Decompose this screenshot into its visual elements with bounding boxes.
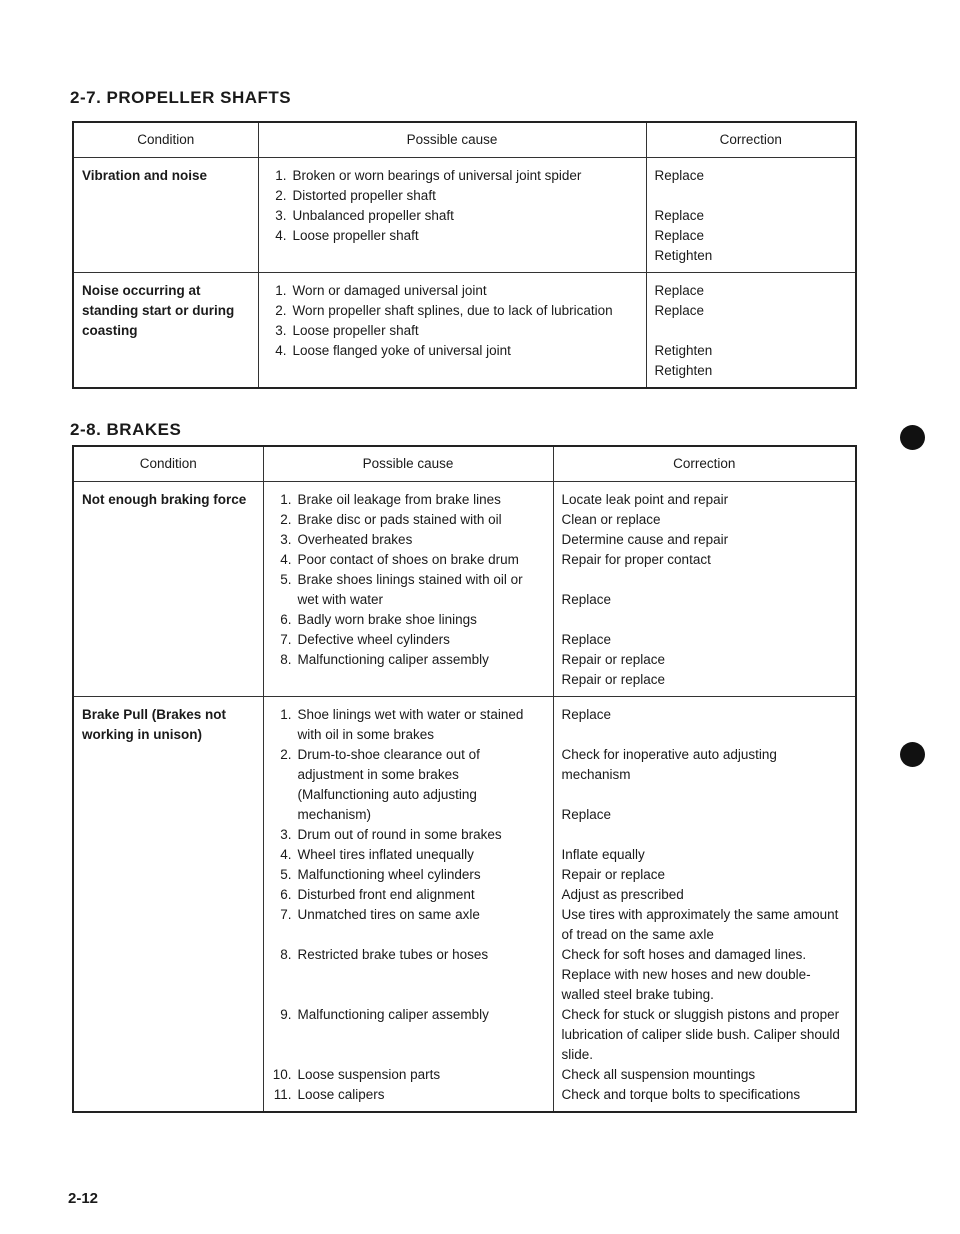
cause-item: 6. Disturbed front end alignment (280, 887, 475, 902)
cause-item: 5. Brake shoes linings stained with oil or wet with water (280, 572, 523, 607)
cause-item: 2. Distorted propeller shaft (275, 188, 436, 203)
cause-item: 10. Loose suspension parts (272, 1067, 441, 1082)
page-number: 2-12 (68, 1190, 99, 1207)
correction-item: Replace (654, 228, 705, 243)
header-correction: Correction (553, 446, 856, 482)
punch-hole-dot (900, 742, 925, 767)
correction-item: Retighten (654, 363, 713, 378)
cause-item: 11. Loose calipers (273, 1087, 385, 1102)
causes-cell (263, 697, 553, 1113)
cause-item: 8. Malfunctioning caliper assembly (280, 652, 489, 667)
corrections-cell (646, 273, 856, 389)
cause-item: 4. Wheel tires inflated unequally (280, 847, 474, 862)
correction-item: Retighten (654, 343, 713, 358)
cause-item: 4. Poor contact of shoes on brake drum (280, 552, 519, 567)
cause-item: 1. Brake oil leakage from brake lines (280, 492, 501, 507)
correction-item: Replace (654, 303, 705, 318)
header-condition: Condition (73, 446, 263, 482)
correction-item: Replace (561, 807, 612, 822)
correction-item: Check for stuck or sluggish pistons and proper lubrication of caliper slide bush. Caliper should slide. (561, 1007, 840, 1062)
cause-item: 1. Shoe linings wet with water or stained with oil in some brakes (280, 707, 524, 742)
cause-item: 6. Badly worn brake shoe linings (280, 612, 477, 627)
condition-cell: Noise occurring at standing start or during coasting (73, 273, 258, 389)
cause-item: 9. Malfunctioning caliper assembly (280, 1007, 489, 1022)
cause-item: 1. Worn or damaged universal joint (275, 283, 487, 298)
cause-item: 2. Worn propeller shaft splines, due to lack of lubrication (275, 303, 613, 318)
table-row (73, 482, 856, 697)
corrections-cell (646, 158, 856, 273)
condition-cell: Brake Pull (Brakes not working in unison) (73, 697, 263, 1113)
correction-item: Check all suspension mountings (561, 1067, 756, 1082)
correction-item: Replace (561, 592, 612, 607)
corrections-cell (553, 482, 856, 697)
table-row (73, 273, 856, 389)
cause-item: 4. Loose propeller shaft (275, 228, 419, 243)
correction-item: Repair or replace (561, 652, 666, 667)
cause-item: 7. Defective wheel cylinders (280, 632, 450, 647)
correction-item: Check for soft hoses and damaged lines. Replace with new hoses and new double-walled steel brake tubing. (561, 947, 811, 1002)
table-row (73, 697, 856, 1113)
cause-item: 3. Drum out of round in some brakes (280, 827, 502, 842)
correction-item: Check for inoperative auto adjusting mechanism (561, 747, 777, 782)
causes-cell (263, 482, 553, 697)
correction-item: Retighten (654, 248, 713, 263)
header-possible-cause: Possible cause (263, 446, 553, 482)
correction-item: Check and torque bolts to specifications (561, 1087, 801, 1102)
cause-item: 7. Unmatched tires on same axle (280, 907, 480, 922)
correction-item: Replace (654, 168, 705, 183)
cause-item: 4. Loose flanged yoke of universal joint (275, 343, 511, 358)
condition-cell: Not enough braking force (82, 492, 247, 507)
cause-item: 5. Malfunctioning wheel cylinders (280, 867, 481, 882)
correction-item: Locate leak point and repair (561, 492, 729, 507)
cause-item: 2. Brake disc or pads stained with oil (280, 512, 502, 527)
propeller-shafts-table (72, 121, 857, 389)
correction-item: Replace (561, 632, 612, 647)
correction-item: Use tires with approximately the same amount of tread on the same axle (561, 907, 839, 942)
correction-item: Determine cause and repair (561, 532, 729, 547)
correction-item: Adjust as prescribed (561, 887, 684, 902)
cause-item: 8. Restricted brake tubes or hoses (280, 947, 489, 962)
correction-item: Replace (561, 707, 612, 722)
cause-item: 3. Loose propeller shaft (275, 323, 419, 338)
section-title-brakes: 2-8. BRAKES (70, 420, 182, 439)
causes-cell (258, 273, 646, 389)
punch-hole-dot (900, 425, 925, 450)
cause-item: 1. Broken or worn bearings of universal joint spider (275, 168, 582, 183)
corrections-cell (553, 697, 856, 1113)
correction-item: Replace (654, 208, 705, 223)
causes-cell (258, 158, 646, 273)
header-condition: Condition (73, 122, 258, 158)
table-row (73, 158, 856, 273)
header-possible-cause: Possible cause (258, 122, 646, 158)
correction-item: Repair or replace (561, 867, 666, 882)
correction-item: Repair for proper contact (561, 552, 711, 567)
correction-item: Repair or replace (561, 672, 666, 687)
condition-cell: Vibration and noise (82, 168, 208, 183)
correction-item: Clean or replace (561, 512, 661, 527)
brakes-table (72, 445, 857, 1113)
header-correction: Correction (646, 122, 856, 158)
table-header-row (73, 122, 856, 158)
correction-item: Replace (654, 283, 705, 298)
cause-item: 2. Drum-to-shoe clearance out of adjustment in some brakes (Malfunctioning auto adjusting mechanism) (280, 747, 480, 822)
cause-item: 3. Overheated brakes (280, 532, 413, 547)
cause-item: 3. Unbalanced propeller shaft (275, 208, 454, 223)
table-header-row (73, 446, 856, 482)
correction-item: Inflate equally (561, 847, 645, 862)
section-title-propeller-shafts: 2-7. PROPELLER SHAFTS (70, 88, 292, 107)
